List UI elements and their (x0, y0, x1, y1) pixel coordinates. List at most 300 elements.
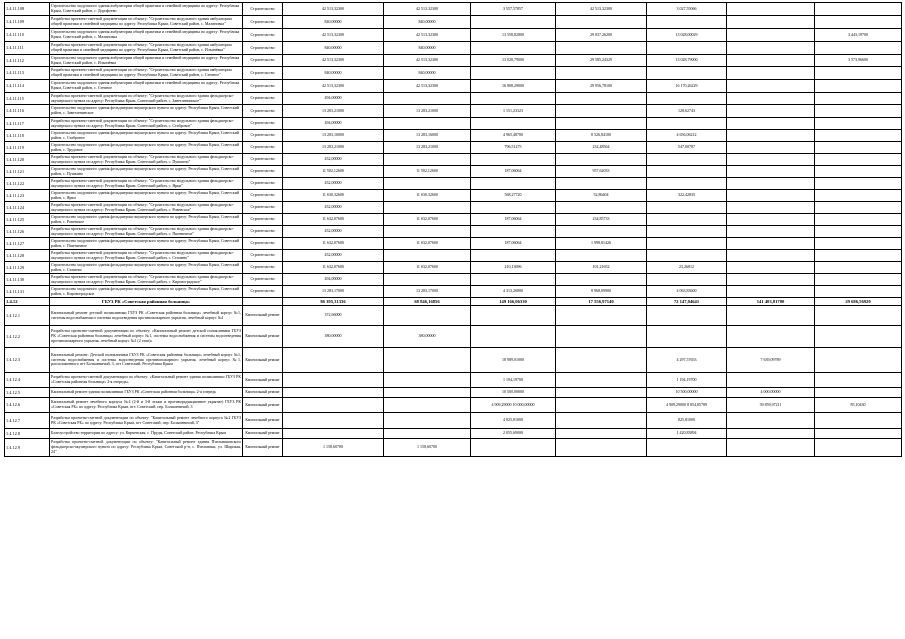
table-row (5, 306, 902, 326)
row-value-4 (556, 439, 647, 457)
row-value-5: 16 170,26229 (647, 80, 727, 93)
row-code: 1.4.11.124 (5, 202, 50, 214)
total-value-1: 86 395,31336 (283, 298, 384, 306)
table-row (5, 105, 902, 118)
row-value-5: 825,81000 (647, 413, 727, 429)
row-value-2 (384, 154, 471, 166)
row-value-4: 29 585,24329 (556, 55, 647, 67)
row-value-6 (727, 130, 815, 142)
row-value-3 (471, 306, 556, 326)
row-value-3: 2 055,69000 (471, 429, 556, 439)
row-value-7 (815, 93, 902, 105)
row-code: 1.4.11.127 (5, 238, 50, 250)
row-code: 1.4.12.5 (5, 388, 50, 398)
row-value-7 (815, 226, 902, 238)
row-value-5: 1 420,83894 (647, 429, 727, 439)
row-value-1 (283, 373, 384, 388)
row-value-2: 1 158,60700 (384, 439, 471, 457)
row-value-2: 42 513,32300 (384, 29, 471, 42)
document-page (4, 2, 901, 457)
row-value-1: 494,00000 (283, 118, 384, 130)
row-name: Разработка проектно-сметной документации по объекту: "Строительство модульного здания фельдшерско-акушерского пункта по адресу: Республика Крым, Советский район, с. Кировоградское" (50, 274, 243, 286)
row-value-7 (815, 348, 902, 373)
row-name: Разработка проектно-сметной документации по объекту: "Строительство модульного здания фельдшерско-акушерского пункта по адресу: Республика Крым, Советский район, с. Сташево" (50, 250, 243, 262)
row-value-5: 10 500,00000 (647, 388, 727, 398)
row-value-1: 432,00000 (283, 226, 384, 238)
row-value-6 (727, 262, 815, 274)
row-name: Строительство модульного здания фельдшерско-акушерского пункта по адресу: Республика Крым, Советский район, с. Заветленинское (50, 105, 243, 118)
row-value-1: 372,66000 (283, 306, 384, 326)
row-value-4: 8 968,09900 (556, 286, 647, 298)
total-value-7: 29 686,56920 (815, 298, 902, 306)
row-value-5: 4 297,57653 (647, 348, 727, 373)
row-code: 1.4.11.129 (5, 262, 50, 274)
row-value-6: 39 859,97211 (727, 398, 815, 413)
table-row (5, 93, 902, 105)
row-value-2 (384, 348, 471, 373)
row-value-2: 42 513,32300 (384, 80, 471, 93)
table-row (5, 262, 902, 274)
row-source: Строительство (243, 238, 283, 250)
row-value-5: 1 194,19700 (647, 373, 727, 388)
row-value-6 (727, 118, 815, 130)
row-value-5: 23,26812 (647, 262, 727, 274)
total-value-2: 68 846,16856 (384, 298, 471, 306)
row-value-5 (647, 154, 727, 166)
row-code: 1.4.12.9 (5, 439, 50, 457)
row-name: Строительство модульного здания фельдшерско-акушерского пункта по адресу: Республика Крым, Советский район, с. Трудовое (50, 142, 243, 154)
row-value-6 (727, 238, 815, 250)
row-value-6 (727, 3, 815, 16)
row-value-2: 13 283,21000 (384, 142, 471, 154)
row-value-3: 10 500,00000 (471, 388, 556, 398)
row-value-5: 4 656,06212 (647, 130, 727, 142)
row-value-6 (727, 250, 815, 262)
row-value-3: 1 194,19700 (471, 373, 556, 388)
row-value-5: 4 909,29000 8 854,85789 (647, 398, 727, 413)
row-value-3 (471, 178, 556, 190)
row-value-6: 4 000,00000 (727, 388, 815, 398)
row-code: 1.4.11.121 (5, 166, 50, 178)
row-source: Капитальный ремонт (243, 439, 283, 457)
row-value-2: 11 632,07600 (384, 214, 471, 226)
row-value-5 (647, 166, 727, 178)
table-row (5, 130, 902, 142)
row-source: Строительство (243, 226, 283, 238)
row-value-1: 42 513,32300 (283, 3, 384, 16)
row-value-3: 568,27720 (471, 190, 556, 202)
row-value-5 (647, 214, 727, 226)
row-value-6 (727, 67, 815, 80)
row-value-1: 11 502,12600 (283, 166, 384, 178)
row-source: Капитальный ремонт (243, 398, 283, 413)
row-source: Строительство (243, 118, 283, 130)
row-value-2: 840,00000 (384, 16, 471, 29)
row-value-7 (815, 178, 902, 190)
row-value-5: 13 028,79000 (647, 55, 727, 67)
row-value-6 (727, 190, 815, 202)
row-value-2 (384, 429, 471, 439)
row-value-1: 432,00000 (283, 178, 384, 190)
row-value-3: 16 908,29000 (471, 80, 556, 93)
row-value-1: 1 158,60700 (283, 439, 384, 457)
row-value-2 (384, 250, 471, 262)
row-value-5 (647, 326, 727, 348)
row-source: Строительство (243, 166, 283, 178)
row-code: 1.4.11.109 (5, 16, 50, 29)
row-value-3: 187,06064 (471, 238, 556, 250)
row-value-4: 42 513,32300 (556, 3, 647, 16)
table-row (5, 55, 902, 67)
row-value-2 (384, 373, 471, 388)
row-value-6 (727, 154, 815, 166)
row-value-4: 8 526,84100 (556, 130, 647, 142)
row-name: Разработка проектно-сметной документации по объекту: "Строительство модульного здания амбулатории общей практики и семейной медицины по адресу: Республика Крым, Советский район, с. Малиновка" (50, 16, 243, 29)
total-code: 1.4.12 (5, 298, 50, 306)
row-code: 1.4.12.8 (5, 429, 50, 439)
row-source: Строительство (243, 67, 283, 80)
row-value-6 (727, 429, 815, 439)
row-value-1 (283, 348, 384, 373)
row-source: Строительство (243, 16, 283, 29)
row-value-6 (727, 29, 815, 42)
row-source: Строительство (243, 55, 283, 67)
row-name: Разработка проектно-сметной документации по объекту: «Капитальный ремонт детской поликлиники ГБУЗ РК «Советская районная больница» лечебный корпус №1, системы водоснабжения и системы водоотведения противопожарного укрытия, лечебный корпус №1 (2 этап)» (50, 326, 243, 348)
row-value-4: 234,85733 (556, 214, 647, 226)
total-value-6: 141 403,81700 (727, 298, 815, 306)
row-code: 1.4.11.110 (5, 29, 50, 42)
row-value-1: 13 283,17000 (283, 286, 384, 298)
row-code: 1.4.11.117 (5, 118, 50, 130)
table-row (5, 326, 902, 348)
row-value-7 (815, 105, 902, 118)
row-source: Строительство (243, 29, 283, 42)
row-value-2: 13 283,21000 (384, 105, 471, 118)
row-value-2: 11 632,07600 (384, 262, 471, 274)
row-value-6 (727, 93, 815, 105)
row-value-1: 494,00000 (283, 274, 384, 286)
row-value-1: 42 513,32300 (283, 80, 384, 93)
row-value-4 (556, 42, 647, 55)
row-value-3: 13 028,79000 (471, 55, 556, 67)
row-value-5 (647, 93, 727, 105)
row-source: Капитальный ремонт (243, 326, 283, 348)
row-value-5 (647, 238, 727, 250)
row-source: Строительство (243, 190, 283, 202)
row-value-4 (556, 16, 647, 29)
row-value-7 (815, 202, 902, 214)
row-value-4 (556, 178, 647, 190)
row-source: Строительство (243, 262, 283, 274)
row-code: 1.4.12.6 (5, 398, 50, 413)
table-row (5, 274, 902, 286)
row-value-4 (556, 413, 647, 429)
row-value-4 (556, 306, 647, 326)
row-value-2: 11 502,12600 (384, 166, 471, 178)
row-code: 1.4.11.116 (5, 105, 50, 118)
row-value-7 (815, 326, 902, 348)
row-value-4 (556, 118, 647, 130)
row-code: 1.4.11.115 (5, 93, 50, 105)
row-name: Разработка проектно-сметной документации по объекту: "Строительство модульного здания фельдшерско-акушерского пункта по адресу: Республика Крым, Советский район, с. Стабровое" (50, 118, 243, 130)
row-value-4 (556, 250, 647, 262)
row-value-4 (556, 326, 647, 348)
table-row (5, 202, 902, 214)
row-name: Строительство модульного здания фельдшерско-акушерского пункта по адресу: Республика Крым, Советский район, с. Пушкино (50, 166, 243, 178)
total-value-5: 72 147,04641 (647, 298, 727, 306)
row-value-2 (384, 398, 471, 413)
row-value-4: 232,48564 (556, 142, 647, 154)
row-value-6 (727, 306, 815, 326)
row-source: Строительство (243, 3, 283, 16)
row-source: Строительство (243, 42, 283, 55)
row-name: Разработка проектно-сметной документации по объекту: "Строительство модульного здания фельдшерско-акушерского пункта по адресу: Республика Крым, Советский район, с. Пшеничное" (50, 226, 243, 238)
row-value-4: 29 956,78100 (556, 80, 647, 93)
row-value-6 (727, 166, 815, 178)
row-name: Строительство модульного здания фельдшерско-акушерского пункта по адресу: Республика Крым, Советский район, с. Кировоградское (50, 286, 243, 298)
row-name: Строительство модульного здания фельдшерско-акушерского пункта по адресу: Республика Крым, Советский район, с. Ровенское (50, 214, 243, 226)
row-name: Капитальный ремонт: Детской поликлиники ГБУЗ РК «Советская районная больница» лечебный корпус №1, системы водоснабжения и системы водоотведения противопожарного укрытия, лечебный корпус №1, расположенного пгт Большевичий, 3, пгт Советский, Республика Крым (50, 348, 243, 373)
row-source: Строительство (243, 214, 283, 226)
row-value-2: 840,00000 (384, 42, 471, 55)
table-row (5, 16, 902, 29)
row-value-7 (815, 154, 902, 166)
row-code: 1.4.11.125 (5, 214, 50, 226)
row-value-2 (384, 274, 471, 286)
row-code: 1.4.11.118 (5, 130, 50, 142)
table-row (5, 142, 902, 154)
table-row (5, 413, 902, 429)
row-value-7 (815, 130, 902, 142)
row-value-3 (471, 42, 556, 55)
row-value-3 (471, 118, 556, 130)
row-value-7 (815, 16, 902, 29)
row-value-6 (727, 373, 815, 388)
row-code: 1.4.11.128 (5, 250, 50, 262)
table-body (5, 3, 902, 457)
row-value-1 (283, 388, 384, 398)
table-row (5, 80, 902, 93)
row-code: 1.4.11.120 (5, 154, 50, 166)
table-row (5, 166, 902, 178)
row-value-4 (556, 67, 647, 80)
row-code: 1.4.12.7 (5, 413, 50, 429)
row-code: 1.4.11.131 (5, 286, 50, 298)
row-name: Разработка проектно-сметной документации по объекту: "Строительство модульного здания фельдшерско-акушерского пункта по адресу: Республика Крым, Советский район, с. Ровенское" (50, 202, 243, 214)
row-value-3: 187,06064 (471, 166, 556, 178)
row-value-1: 11 632,07600 (283, 238, 384, 250)
row-value-7 (815, 214, 902, 226)
row-code: 1.4.11.111 (5, 42, 50, 55)
row-value-6 (727, 413, 815, 429)
row-name: Разработка проектно-сметной документации по объекту: «Капитальный ремонт здания поликлиники ГБУЗ РК «Советская районная больница» 2-я очередь» (50, 373, 243, 388)
row-value-1: 840,00000 (283, 67, 384, 80)
row-value-2: 840,00000 (384, 67, 471, 80)
row-value-3: 13 558,82800 (471, 29, 556, 42)
row-value-4 (556, 154, 647, 166)
table-row (5, 238, 902, 250)
row-value-5 (647, 118, 727, 130)
row-source: Капитальный ремонт (243, 413, 283, 429)
row-code: 1.4.11.126 (5, 226, 50, 238)
row-value-3 (471, 202, 556, 214)
row-code: 1.4.11.113 (5, 67, 50, 80)
row-name: Строительство модульного здания амбулатории общей практики и семейной медицины по адресу: Республика Крым, Советский район, с. Ильичёвка (50, 55, 243, 67)
row-name: Разработка проектно-сметной документации по объекту: "Строительство модульного здания фельдшерско-акушерского пункта по адресу: Республика Крым, Советский район, с. Пушкино" (50, 154, 243, 166)
row-value-1: 840,00000 (283, 16, 384, 29)
row-name: Капитальный ремонт здания поликлиники ГБУЗ РК «Советская районная больница» 2-я очередь (50, 388, 243, 398)
row-source: Строительство (243, 142, 283, 154)
table-row (5, 42, 902, 55)
row-name: Строительство модульного здания фельдшерско-акушерского пункта по адресу: Республика Крым, Советский район, с. Пшеничное (50, 238, 243, 250)
total-source (243, 298, 283, 306)
row-value-4 (556, 388, 647, 398)
row-value-3: 18 989,01000 (471, 348, 556, 373)
row-value-3 (471, 326, 556, 348)
row-value-2: 42 513,32300 (384, 55, 471, 67)
table-row (5, 348, 902, 373)
row-name: Разработка проектно-сметной документации по объекту: "Строительство модульного здания фельдшерско-акушерского пункта по адресу: Республика Крым, Советский район, с. Ярки" (50, 178, 243, 190)
row-value-5: 322,42835 (647, 190, 727, 202)
row-code: 1.4.11.108 (5, 3, 50, 16)
table-row (5, 250, 902, 262)
row-value-3: 187,06064 (471, 214, 556, 226)
row-value-2 (384, 118, 471, 130)
budget-table (4, 2, 902, 457)
row-name: Разработка проектно-сметной документации по объекту: "Строительство модульного здания амбулатории общей практики и семейной медицины по адресу: Республика Крым, Советский район, с. Ильичёвка" (50, 42, 243, 55)
row-value-7 (815, 238, 902, 250)
row-value-2 (384, 93, 471, 105)
row-value-7 (815, 439, 902, 457)
row-value-2: 11 632,07600 (384, 238, 471, 250)
row-value-4 (556, 93, 647, 105)
row-name: Капитальный ремонт лечебного корпуса №4 (2-й и 3-й этажи и противорадиационное укрытие) ГБУЗ РК «Советская РБ» по адресу: Республика Крым, пгт. Советский, пер. Большевичий, 3 (50, 398, 243, 413)
row-value-5 (647, 250, 727, 262)
row-value-7 (815, 306, 902, 326)
row-value-7 (815, 413, 902, 429)
row-value-5 (647, 274, 727, 286)
row-value-5 (647, 226, 727, 238)
row-code: 1.4.12.3 (5, 348, 50, 373)
row-value-6 (727, 142, 815, 154)
row-name: Строительство модульного здания фельдшерско-акушерского пункта по адресу: Республика Крым, Советский район, с. Ярки (50, 190, 243, 202)
row-value-6 (727, 326, 815, 348)
row-value-2 (384, 413, 471, 429)
row-value-6 (727, 226, 815, 238)
table-row (5, 29, 902, 42)
row-value-4 (556, 348, 647, 373)
row-value-3: 4 909,29000 10 000,00000 (471, 398, 556, 413)
row-value-5 (647, 306, 727, 326)
row-value-3 (471, 250, 556, 262)
row-value-7: 3 443,19700 (815, 29, 902, 42)
row-name: Строительство модульного здания амбулатории общей практики и семейной медицины по адресу: Республика Крым, Советский район, с. Дорофеево (50, 3, 243, 16)
row-source: Строительство (243, 202, 283, 214)
row-value-7 (815, 80, 902, 93)
row-name: Благоустройство территории по адресу: ул. Кирчевская, с. Пруды, Советский район, Республика Крым (50, 429, 243, 439)
row-value-3 (471, 67, 556, 80)
row-value-3: 4 313,26800 (471, 286, 556, 298)
row-value-6 (727, 439, 815, 457)
row-value-7 (815, 286, 902, 298)
row-value-6 (727, 42, 815, 55)
row-value-6 (727, 16, 815, 29)
row-value-7 (815, 250, 902, 262)
row-value-7 (815, 67, 902, 80)
row-name: Разработка проектно-сметной документации по объекту: "Строительство модульного здания амбулатории общей практики и семейной медицины по адресу: Республика Крым, Советский район, с. Степное" (50, 67, 243, 80)
row-value-2: 42 513,32300 (384, 3, 471, 16)
row-source: Капитальный ремонт (243, 429, 283, 439)
row-value-5 (647, 178, 727, 190)
row-code: 1.4.11.130 (5, 274, 50, 286)
table-row (5, 226, 902, 238)
row-value-6 (727, 80, 815, 93)
row-value-6: 7 639,09789 (727, 348, 815, 373)
row-source: Капитальный ремонт (243, 348, 283, 373)
row-name: Строительство модульного здания фельдшерско-акушерского пункта по адресу: Республика Крым, Советский район, с. Стабровое (50, 130, 243, 142)
row-value-7 (815, 190, 902, 202)
total-value-3: 149 166,06330 (471, 298, 556, 306)
row-value-3: 4 825,81000 (471, 413, 556, 429)
row-value-4 (556, 202, 647, 214)
row-value-3 (471, 274, 556, 286)
row-value-6 (727, 55, 815, 67)
row-value-4 (556, 274, 647, 286)
row-value-4 (556, 373, 647, 388)
row-name: Разработка проектно-сметной документации по объекту: "Капитальный ремонт лечебного корпуса №2 ГБУЗ РК «Советская РБ» по адресу: Республика Крым, пгт Советский, пер. Большевичий, 3" (50, 413, 243, 429)
row-value-7 (815, 388, 902, 398)
row-source: Строительство (243, 178, 283, 190)
row-code: 1.4.11.114 (5, 80, 50, 93)
row-source: Строительство (243, 250, 283, 262)
row-value-4 (556, 226, 647, 238)
row-value-1 (283, 429, 384, 439)
row-value-3: 796,51275 (471, 142, 556, 154)
row-name: Строительство модульного здания амбулатории общей практики и семейной медицины по адресу: Республика Крым, Советский район, с. Степное (50, 80, 243, 93)
table-row (5, 439, 902, 457)
row-source: Строительство (243, 286, 283, 298)
row-value-7 (815, 3, 902, 16)
row-value-7 (815, 42, 902, 55)
table-row (5, 398, 902, 413)
table-row (5, 388, 902, 398)
row-value-2 (384, 178, 471, 190)
total-name: ГБУЗ РК «Советская районная больница» (50, 298, 243, 306)
table-row (5, 178, 902, 190)
row-value-4 (556, 429, 647, 439)
row-code: 1.4.12.1 (5, 306, 50, 326)
row-name: Капитальный ремонт детской поликлиники ГБУЗ РК «Советская районная больница» лечебный корпус №1, системы водоснабжения и системы водоотведения противопожарного укрытия, лечебный корпус №1 (50, 306, 243, 326)
table-row (5, 429, 902, 439)
row-source: Строительство (243, 80, 283, 93)
row-source: Строительство (243, 274, 283, 286)
row-value-6 (727, 214, 815, 226)
row-value-4: 1 998,81426 (556, 238, 647, 250)
row-value-2 (384, 202, 471, 214)
row-value-2 (384, 388, 471, 398)
row-value-4: 52,86404 (556, 190, 647, 202)
row-value-6 (727, 274, 815, 286)
row-value-7 (815, 118, 902, 130)
row-code: 1.4.11.122 (5, 178, 50, 190)
row-value-3 (471, 154, 556, 166)
row-value-7 (815, 262, 902, 274)
row-source: Строительство (243, 93, 283, 105)
row-value-3 (471, 226, 556, 238)
row-value-3 (471, 93, 556, 105)
row-value-1: 432,00000 (283, 250, 384, 262)
row-value-2: 11 630,32600 (384, 190, 471, 202)
